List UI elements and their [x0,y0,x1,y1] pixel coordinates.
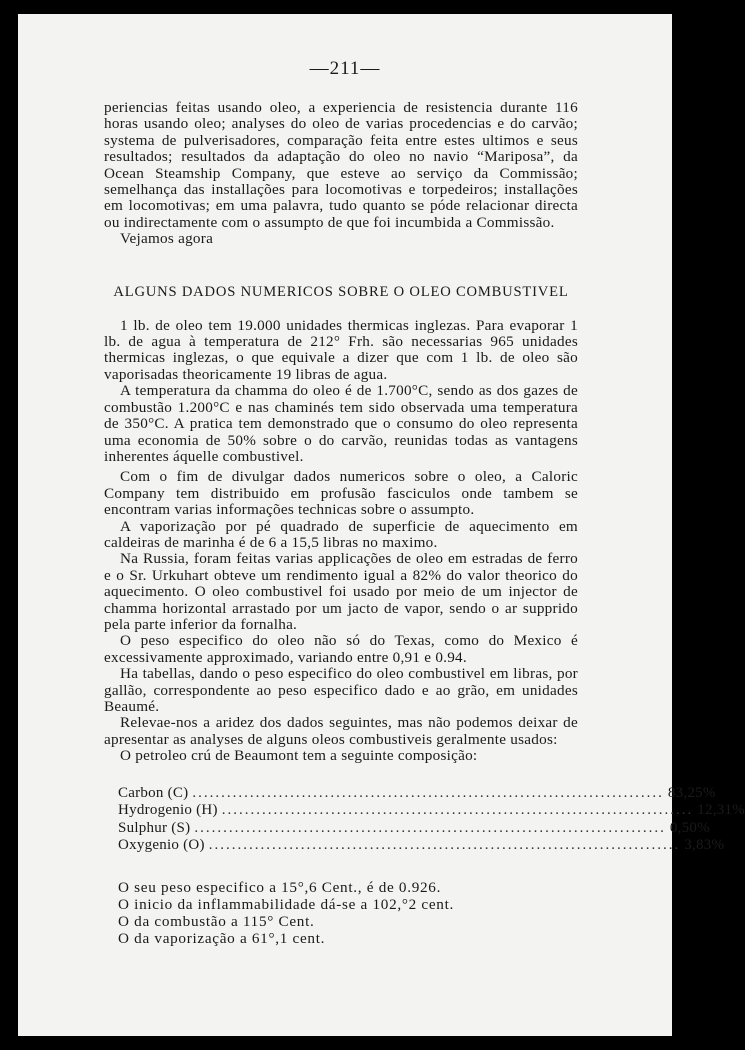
composition-row: Sulphur (S) .................................................................................. 0,50% [118,819,710,836]
composition-value: 3,83% [684,837,725,854]
composition-element: Sulphur (S) [118,819,191,836]
fact-line: O da vaporização a 61°,1 cent. [118,929,326,947]
facts-list [104,879,578,947]
paragraph-flame-temperature: A temperatura da chamma do oleo é de 1.700°C, sendo as dos gazes de combustão 1.200°C e nas chaminés tem sido observada uma temperatura de 350°C. A pratica tem demonstrado que o consumo do oleo representa uma economia de 50% sobre o do carvão, reunidas todas as vantagens inherentes áquelle combustivel. [104,382,578,465]
intro-tail: Vejamos agora [120,230,214,248]
paragraph-specific-weight: O peso especifico do oleo não só do Texas, como do Mexico é excessivamente approximado, variando entre 0,91 e 0.94. [104,632,578,666]
composition-value: 83,25% [667,784,716,801]
paragraph-vaporization: A vaporização por pé quadrado de superficie de aquecimento em caldeiras de marinha é de 6 a 15,5 libras no maximo. [104,517,578,551]
composition-element: Hydrogenio (H) [118,802,218,819]
fact-line: O da combustão a 115° Cent. [118,912,315,930]
composition-table [118,784,745,855]
paragraph-tables: Ha tabellas, dando o peso especifico do oleo combustivel em libras, por gallão, correspondente ao peso especifico dado e ao grão, em unidades Beaumé. [104,665,578,715]
paragraph-russia: Na Russia, foram feitas varias applicações de oleo em estradas de ferro e o Sr. Urkuhart obteve um rendimento igual a 82% do valor theorico do aquecimento. O oleo combustivel foi usado por meio de um injector de chamma horizontal arrastado por um jacto de vapor, sendo o ar supprido pela parte inferior da fornalha. [104,550,578,633]
paragraph-thermal-units: 1 lb. de oleo tem 19.000 unidades thermicas inglezas. Para evaporar 1 lb. de agua à temperatura de 212° Frh. são necessarias 965 unidades thermicas inglezas, o que equivale a dizer que com 1 lb. de oleo são vaporisadas theoricamente 19 libras de agua. [104,316,578,383]
page-number: —211— [309,58,381,79]
section-title: ALGUNS DADOS NUMERICOS SOBRE O OLEO COMBUSTIVEL [113,283,569,300]
composition-element: Oxygenio (O) [118,837,205,854]
intro-paragraph: periencias feitas usando oleo, a experiencia de resistencia durante 116 horas usando oleo; analyses do oleo de varias procedencias e do carvão; systema de pulverisadores, comparação feita entre estes ultimos e seus resultados; resultados da adaptação do oleo no navio “Mariposa”, da Ocean Steamship Company, que esteve ao serviço da Commissão; semelhança das installações para locomotivas e torpedeiros; installações em locomotivas; em uma palavra, tudo quanto se póde relacionar directa ou indirectamente com o assumpto de que foi incumbida a Commissão. [104,99,578,231]
composition-element: Carbon (C) [118,784,189,801]
composition-row: Carbon (C) .................................................................................. 83,25% [118,784,716,801]
fact-line: O seu peso especifico a 15°,6 Cent., é de 0.926. [118,878,442,896]
paragraph-analyses: Relevae-nos a aridez dos dados seguintes, mas não podemos deixar de apresentar as analyses de alguns oleos combustiveis geralmente usados: [104,714,578,748]
composition-row: Oxygenio (O) .................................................................................. 3,83% [118,837,725,854]
paragraph-caloric-company: Com o fim de divulgar dados numericos sobre o oleo, a Caloric Company tem distribuido em profusão fasciculos onde tambem se encontram varias informações technicas sobre o assumpto. [104,468,578,519]
fact-line: O inicio da inflammabilidade dá-se a 102,°2 cent. [118,895,455,913]
composition-value: 0,50% [669,819,710,836]
composition-row: Hydrogenio (H) .................................................................................. 12,31% [118,802,745,819]
composition-value: 12,31% [697,802,745,819]
paragraph-beaumont: O petroleo crú de Beaumont tem a seguinte composição: [120,747,478,765]
book-page [18,14,745,1036]
page-body [104,99,745,947]
